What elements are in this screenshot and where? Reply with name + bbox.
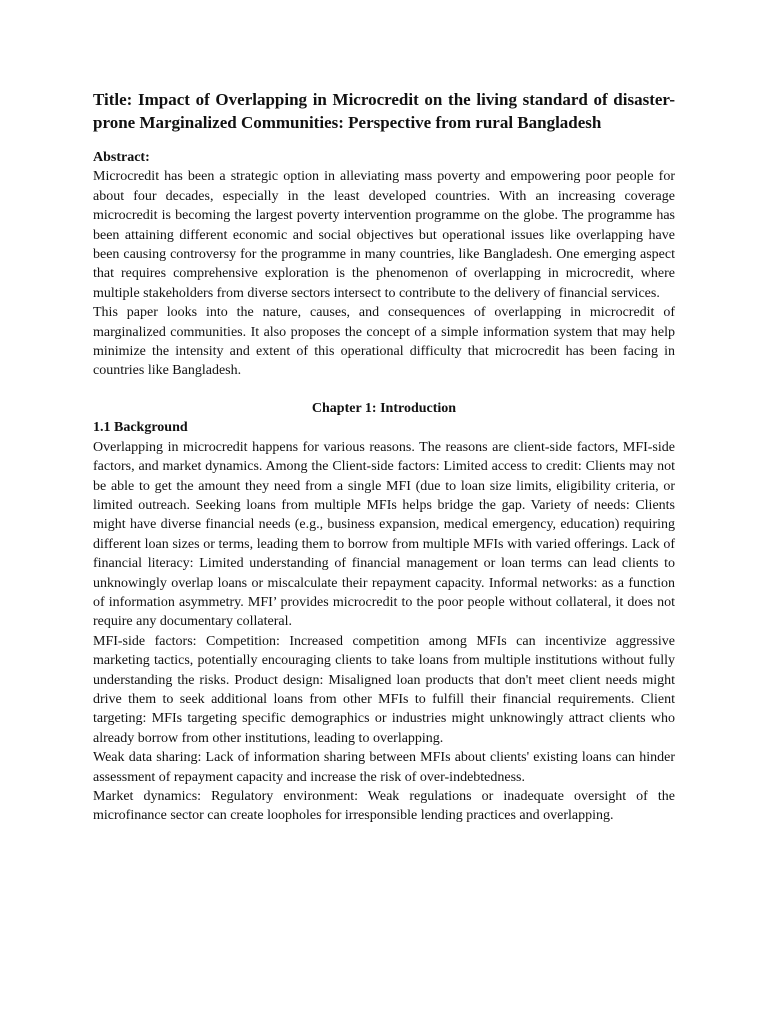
document-title: Title: Impact of Overlapping in Microcredit on the living standard of disaster-prone Marginalized Communities: Perspective from rural Bangladesh <box>93 90 675 132</box>
background-paragraph-3: Weak data sharing: Lack of information sharing between MFIs about clients' existing loans can hinder assessment of repayment capacity and increase the risk of over-indebtedness. <box>93 750 675 785</box>
background-paragraph-2: MFI-side factors: Competition: Increased competition among MFIs can incentivize aggressive marketing tactics, potentially encouraging clients to take loans from multiple institutions without fully understanding the risks. Product design: Misaligned loan products that don't meet client needs might drive them to seek additional loans from other MFIs to fulfill their financial requirements. Client targeting: MFIs targeting specific demographics or industries might unknowingly attract clients who already borrow from other institutions, leading to overlapping. <box>93 633 675 746</box>
section-heading: 1.1 Background <box>93 420 188 436</box>
document-page <box>93 88 675 826</box>
chapter-heading: Chapter 1: Introduction <box>311 400 457 416</box>
background-paragraph-1: Overlapping in microcredit happens for various reasons. The reasons are client-side factors, MFI-side factors, and market dynamics. Among the Client-side factors: Limited access to credit: Clients may not be able to get the amount they need from a single MFI (due to loan size limits, eligibility criteria, or limited outreach. Seeking loans from multiple MFIs helps bridge the gap. Variety of needs: Clients might have diverse financial needs (e.g., business expansion, medical emergency, education) requiring different loan sizes or terms, leading them to borrow from multiple MFIs with varied offerings. Lack of financial literacy: Limited understanding of financial management or loan terms can lead clients to unknowingly overlap loans or miscalculate their repayment capacity. Informal networks: as a function of information asymmetry. MFI’ provides microcredit to the poor people without collateral, it does not require any documentary collateral. <box>93 439 675 630</box>
background-paragraph-4: Market dynamics: Regulatory environment: Weak regulations or inadequate oversight of the microfinance sector can create loopholes for irresponsible lending practices and overlapping. <box>93 789 675 824</box>
abstract-paragraph-1: Microcredit has been a strategic option in alleviating mass poverty and empowering poor people for about four decades, especially in the least developed countries. With an increasing coverage microcredit is becoming the largest poverty intervention programme on the globe. The programme has been attaining different economic and social objectives but operational issues like overlapping have been causing controversy for the programme in many countries, like Bangladesh. One emerging aspect that requires comprehensive exploration is the phenomenon of overlapping in microcredit, where multiple stakeholders from diverse sectors intersect to contribute to the delivery of financial services. <box>93 169 675 301</box>
abstract-paragraph-2: This paper looks into the nature, causes, and consequences of overlapping in microcredit of marginalized communities. It also proposes the concept of a simple information system that may help minimize the intensity and extent of this operational difficulty that microcredit has been facing in countries like Bangladesh. <box>93 305 675 379</box>
abstract-heading: Abstract: <box>93 150 150 165</box>
